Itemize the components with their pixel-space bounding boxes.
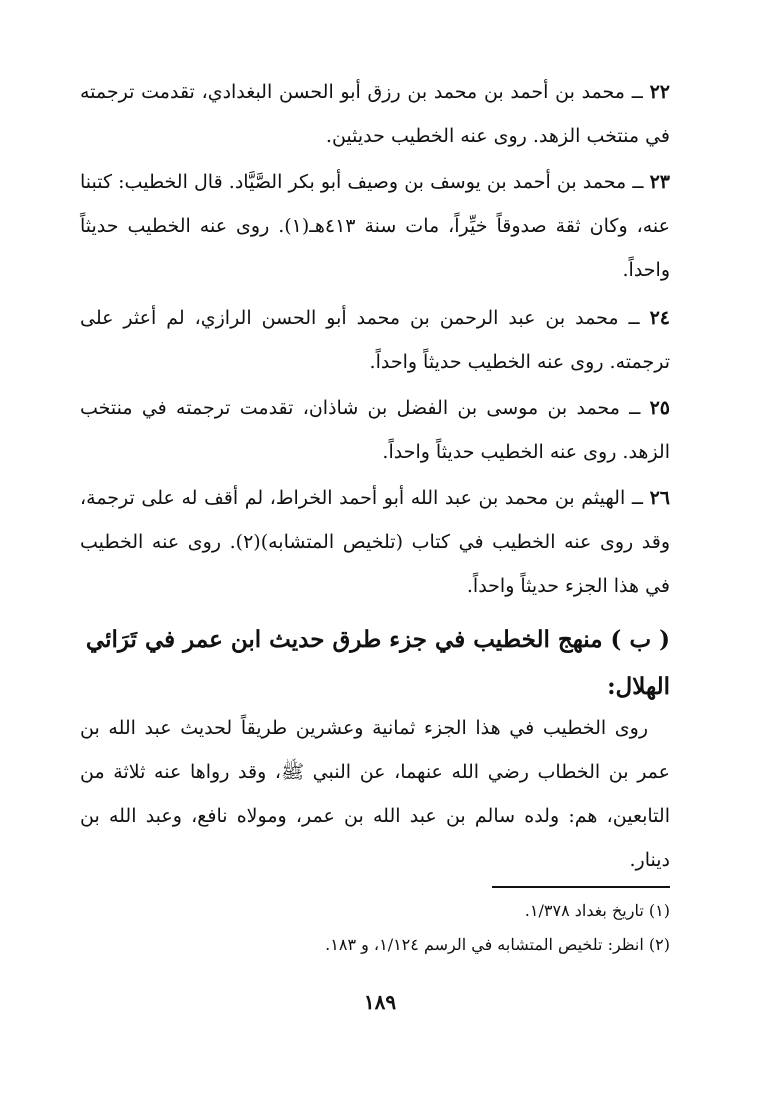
entry-number: ٢٤ bbox=[649, 307, 670, 329]
entry-separator: ــ bbox=[618, 307, 650, 329]
footnote-1 bbox=[80, 896, 670, 926]
footnote-divider bbox=[492, 886, 670, 888]
footnote-marker: (٢) bbox=[648, 935, 670, 954]
section-paragraph-text: روى الخطيب في هذا الجزء ثمانية وعشرين طريقاً لحديث عبد الله بن عمر بن الخطاب رضي الله عنهما، عن النبي ﷺ، وقد رواها عنه ثلاثة من التابعين، هم: ولده سالم بن عبد الله بن عمر، ومولاه نافع، وعبد الله بن دينار. bbox=[80, 717, 670, 871]
section-heading bbox=[70, 616, 670, 710]
entry-text: محمد بن أحمد بن محمد بن رزق أبو الحسن البغدادي، تقدمت ترجمته في منتخب الزهد. روى عنه الخطيب حديثين. bbox=[80, 81, 670, 147]
entry-number: ٢٦ bbox=[649, 487, 671, 509]
footnote-text: انظر: تلخيص المتشابه في الرسم ١/١٢٤، و ١٨٣. bbox=[325, 935, 644, 954]
entry-26 bbox=[80, 476, 670, 608]
entry-number: ٢٣ bbox=[649, 171, 670, 193]
footnote-text: تاريخ بغداد ١/٣٧٨. bbox=[524, 901, 644, 920]
entry-25 bbox=[80, 386, 670, 474]
section-paragraph bbox=[80, 706, 670, 882]
page-number: ١٨٩ bbox=[363, 990, 397, 1014]
entry-separator: ــ bbox=[625, 487, 650, 509]
entry-24 bbox=[80, 296, 670, 384]
footnote-marker: (١) bbox=[648, 901, 670, 920]
entry-number: ٢٥ bbox=[649, 397, 670, 419]
entry-separator: ــ bbox=[625, 81, 650, 103]
entry-text: محمد بن عبد الرحمن بن محمد أبو الحسن الرازي، لم أعثر على ترجمته. روى عنه الخطيب حديثاً واحداً. bbox=[80, 307, 670, 373]
entry-number: ٢٢ bbox=[649, 81, 670, 103]
footnote-2 bbox=[80, 930, 670, 960]
entry-text: محمد بن أحمد بن يوسف بن وصيف أبو بكر الصَّيَّاد. قال الخطيب: كتبنا عنه، وكان ثقة صدوقاً خيِّراً، مات سنة ٤١٣هـ(١). روى عنه الخطيب حديثاً واحداً. bbox=[80, 171, 670, 281]
entry-separator: ــ bbox=[619, 397, 650, 419]
entry-23 bbox=[80, 160, 670, 292]
entry-22 bbox=[80, 70, 670, 158]
section-heading-text: ( ب ) منهج الخطيب في جزء طرق حديث ابن عمر في تَرَائي الهلال: bbox=[85, 626, 670, 700]
entry-separator: ــ bbox=[626, 171, 650, 193]
entry-text: محمد بن موسى بن الفضل بن شاذان، تقدمت ترجمته في منتخب الزهد. روى عنه الخطيب حديثاً واحداً. bbox=[80, 397, 670, 463]
entry-text: الهيثم بن محمد بن عبد الله أبو أحمد الخراط، لم أقف له على ترجمة، وقد روى عنه الخطيب في كتاب (تلخيص المتشابه)(٢). روى عنه الخطيب في هذا الجزء حديثاً واحداً. bbox=[80, 487, 670, 597]
